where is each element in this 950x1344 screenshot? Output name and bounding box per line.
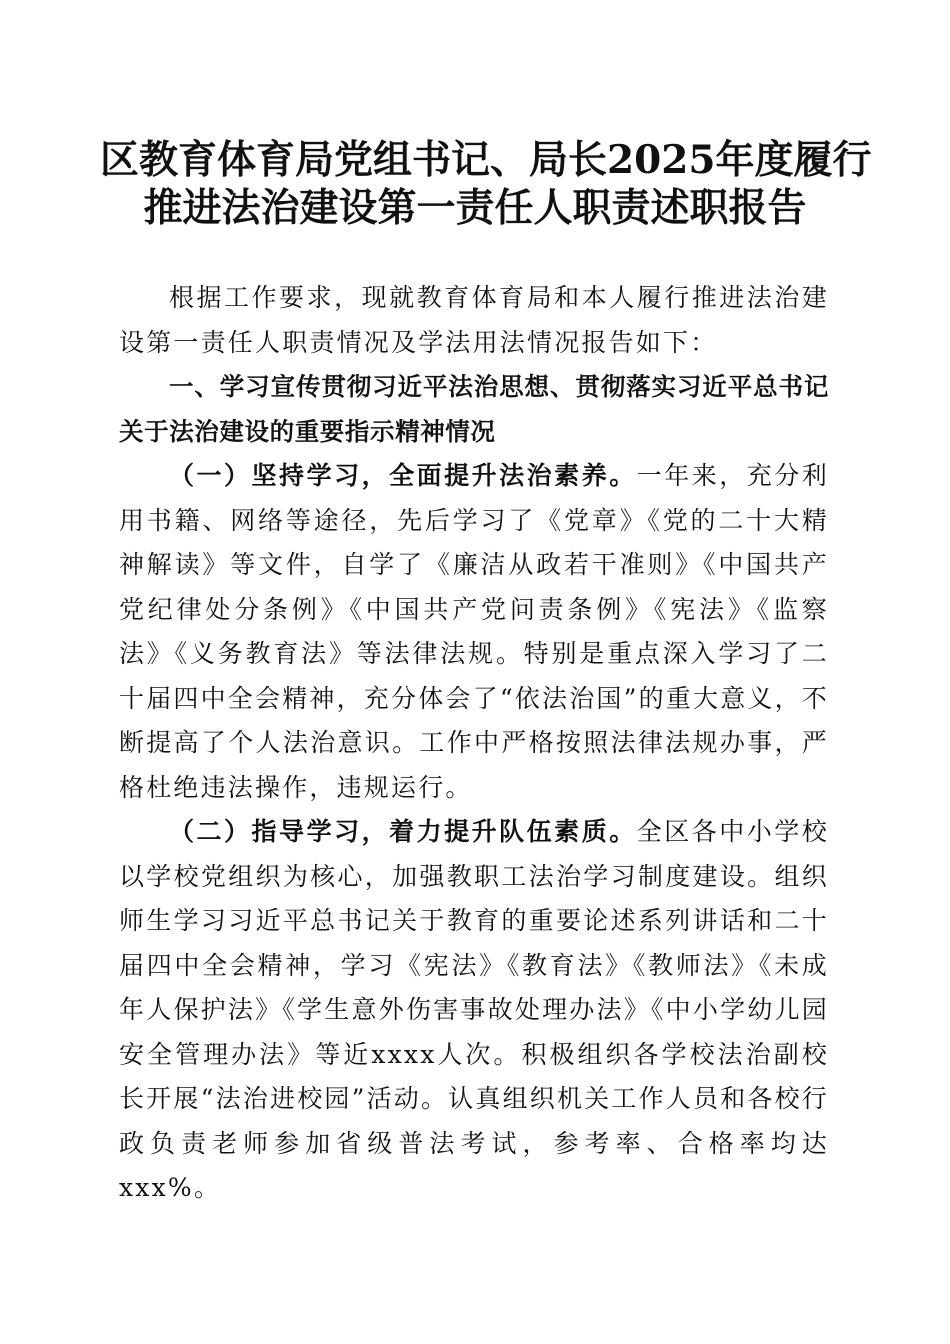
title-line-1: 区教育体育局党组书记、局长2025年度履行 [100, 137, 872, 183]
document-title [100, 136, 872, 232]
intro-paragraph: 根据工作要求，现就教育体育局和本人履行推进法治建设第一责任人职责情况及学法用法情况报告如下： [119, 283, 829, 357]
title-line-2: 推进法治建设第一责任人职责述职报告 [143, 185, 807, 231]
subsection-1-lead: （一）坚持学习，全面提升法治素养。 [169, 461, 637, 490]
document-body [119, 276, 829, 1211]
subsection-2-body: 全区各中小学校以学校党组织为核心，加强教职工法治学习制度建设。组织师生学习习近平总书记关于教育的重要论述系列讲话和二十届四中全会精神，学习《宪法》《教育法》《教师法》《未成年人保护法》《学生意外伤害事故处理办法》《中小学幼儿园安全管理办法》等近xxxx人次。积极组织各学校法治副校长开展“法治进校园”活动。认真组织机关工作人员和各校行政负责老师参加省级普法考试，参考率、合格率均达xxx%。 [119, 817, 829, 1202]
subsection-2-lead: （二）指导学习，着力提升队伍素质。 [169, 817, 637, 846]
subsection-2-paragraph [119, 810, 829, 1211]
subsection-1-paragraph [119, 454, 829, 810]
section-1-heading: 一、学习宣传贯彻习近平法治思想、贯彻落实习近平总书记关于法治建设的重要指示精神情况 [119, 372, 829, 446]
subsection-1-body: 一年来，充分利用书籍、网络等途径，先后学习了《党章》《党的二十大精神解读》等文件，自学了《廉洁从政若干准则》《中国共产党纪律处分条例》《中国共产党问责条例》《宪法》《监察法》《义务教育法》等法律法规。特别是重点深入学习了二十届四中全会精神，充分体会了“依法治国”的重大意义，不断提高了个人法治意识。工作中严格按照法律法规办事，严格杜绝违法操作，违规运行。 [119, 461, 829, 802]
